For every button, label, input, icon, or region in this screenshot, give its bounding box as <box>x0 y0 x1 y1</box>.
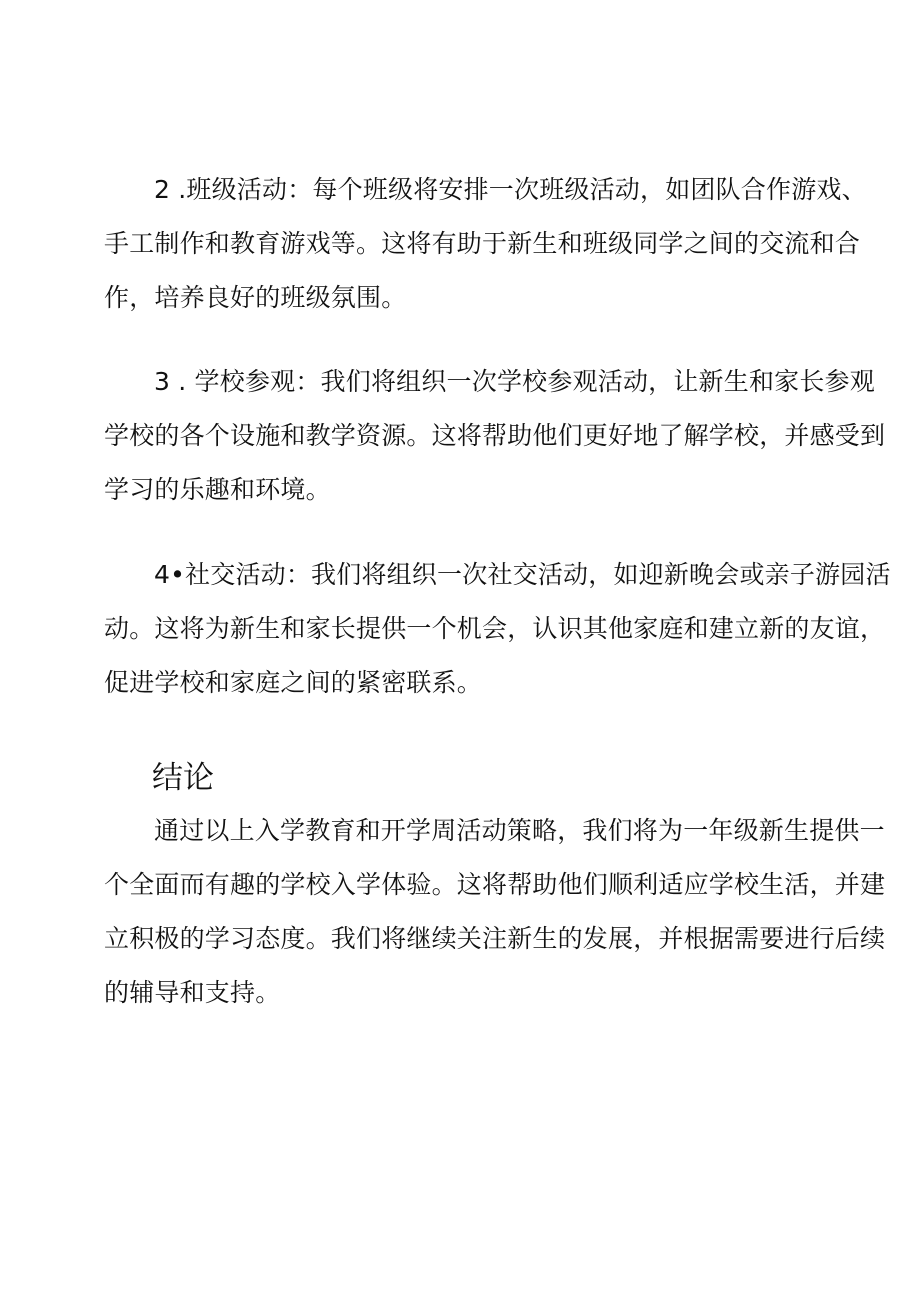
paragraph-line: 个全面而有趣的学校入学体验。这将帮助他们顺利适应学校生活，并建 <box>104 870 886 899</box>
list-item-social-activities <box>104 548 891 710</box>
list-item-class-activities <box>104 163 867 325</box>
paragraph-line: 学校的各个设施和教学资源。这将帮助他们更好地了解学校，并感受到 <box>104 421 886 450</box>
paragraph-line: 通过以上入学教育和开学周活动策略，我们将为一年级新生提供一 <box>154 816 885 845</box>
paragraph-line: 2 .班级活动：每个班级将安排一次班级活动，如团队合作游戏、 <box>154 175 867 204</box>
paragraph-line: 手工制作和教育游戏等。这将有助于新生和班级同学之间的交流和合 <box>104 229 861 258</box>
conclusion-paragraph <box>104 804 886 1020</box>
paragraph-line: 4•社交活动：我们将组织一次社交活动，如迎新晚会或亲子游园活 <box>154 560 891 589</box>
conclusion-section <box>104 804 886 1020</box>
paragraph-line: 促进学校和家庭之间的紧密联系。 <box>104 668 483 697</box>
paragraph-line: 3 . 学校参观：我们将组织一次学校参观活动，让新生和家长参观 <box>154 367 875 396</box>
list-item-school-visit <box>104 355 886 517</box>
paragraph-line: 的辅导和支持。 <box>104 978 281 1007</box>
paragraph-class-activities <box>104 163 867 325</box>
paragraph-line: 动。这将为新生和家长提供一个机会，认识其他家庭和建立新的友谊， <box>104 614 886 643</box>
paragraph-line: 立积极的学习态度。我们将继续关注新生的发展，并根据需要进行后续 <box>104 924 886 953</box>
paragraph-line: 学习的乐趣和环境。 <box>104 475 331 504</box>
paragraph-school-visit <box>104 355 886 517</box>
conclusion-heading: 结论 <box>152 760 214 796</box>
paragraph-social-activities <box>104 548 891 710</box>
paragraph-line: 作，培养良好的班级氛围。 <box>104 283 407 312</box>
